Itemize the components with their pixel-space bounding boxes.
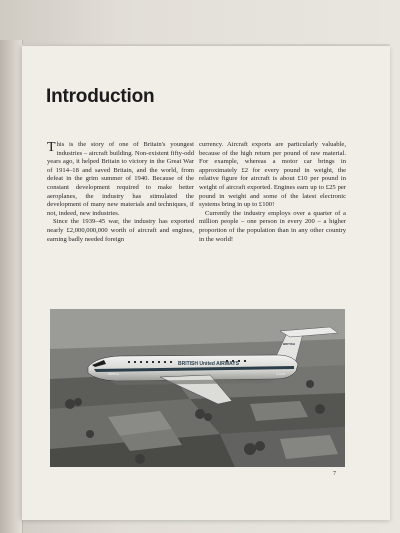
- text-column-right: [199, 141, 346, 244]
- book-cover-edge: [0, 40, 23, 533]
- paragraph-text: his is the story of one of Britain's youngest industries – aircraft building. Non-existent fifty-odd years ago, it helped Britain to victory in the Great War of 1914–18 and saved Britain, and the world, from defeat in the grim summer of 1940. Because of the constant development required to make better aeroplanes, the industry has stimulated the development of many new materials and techniques, if not, indeed, new industries.: [47, 141, 194, 217]
- drop-cap: T: [47, 140, 56, 155]
- paragraph: [47, 141, 194, 218]
- aircraft-photo-image: [50, 309, 345, 467]
- paragraph: currency. Aircraft exports are particularly valuable, because of the high return per pound of raw material. For example, whereas a motor car brings in approximately £2 for every pound in weight, the relative figure for aircraft is about £10 per pound in weight of aircraft exported. Engines earn up to £25 per pound in weight and some of the latest electronic systems bring in up to £100!: [199, 141, 346, 209]
- fuselage-livery-text: BRITISH United AIRWAYS: [178, 361, 239, 367]
- page-title: Introduction: [46, 86, 155, 107]
- text-column-left: [47, 141, 194, 244]
- paragraph: Since the 1939–45 war, the industry has exported nearly £2,000,000,000 worth of aircraft and engines, earning badly needed foreign: [47, 218, 194, 243]
- aircraft-photo: [50, 309, 345, 467]
- tail-livery-text: BRITISH: [283, 342, 295, 346]
- paragraph: Currently the industry employs over a quarter of a million people – one person in every 200 – a higher proportion of the population than in any other country in the world!: [199, 209, 346, 243]
- nose-livery-text: BRITISH: [108, 372, 120, 376]
- aircraft-registration: G-ASJA: [276, 373, 286, 376]
- page-number: 7: [333, 471, 336, 477]
